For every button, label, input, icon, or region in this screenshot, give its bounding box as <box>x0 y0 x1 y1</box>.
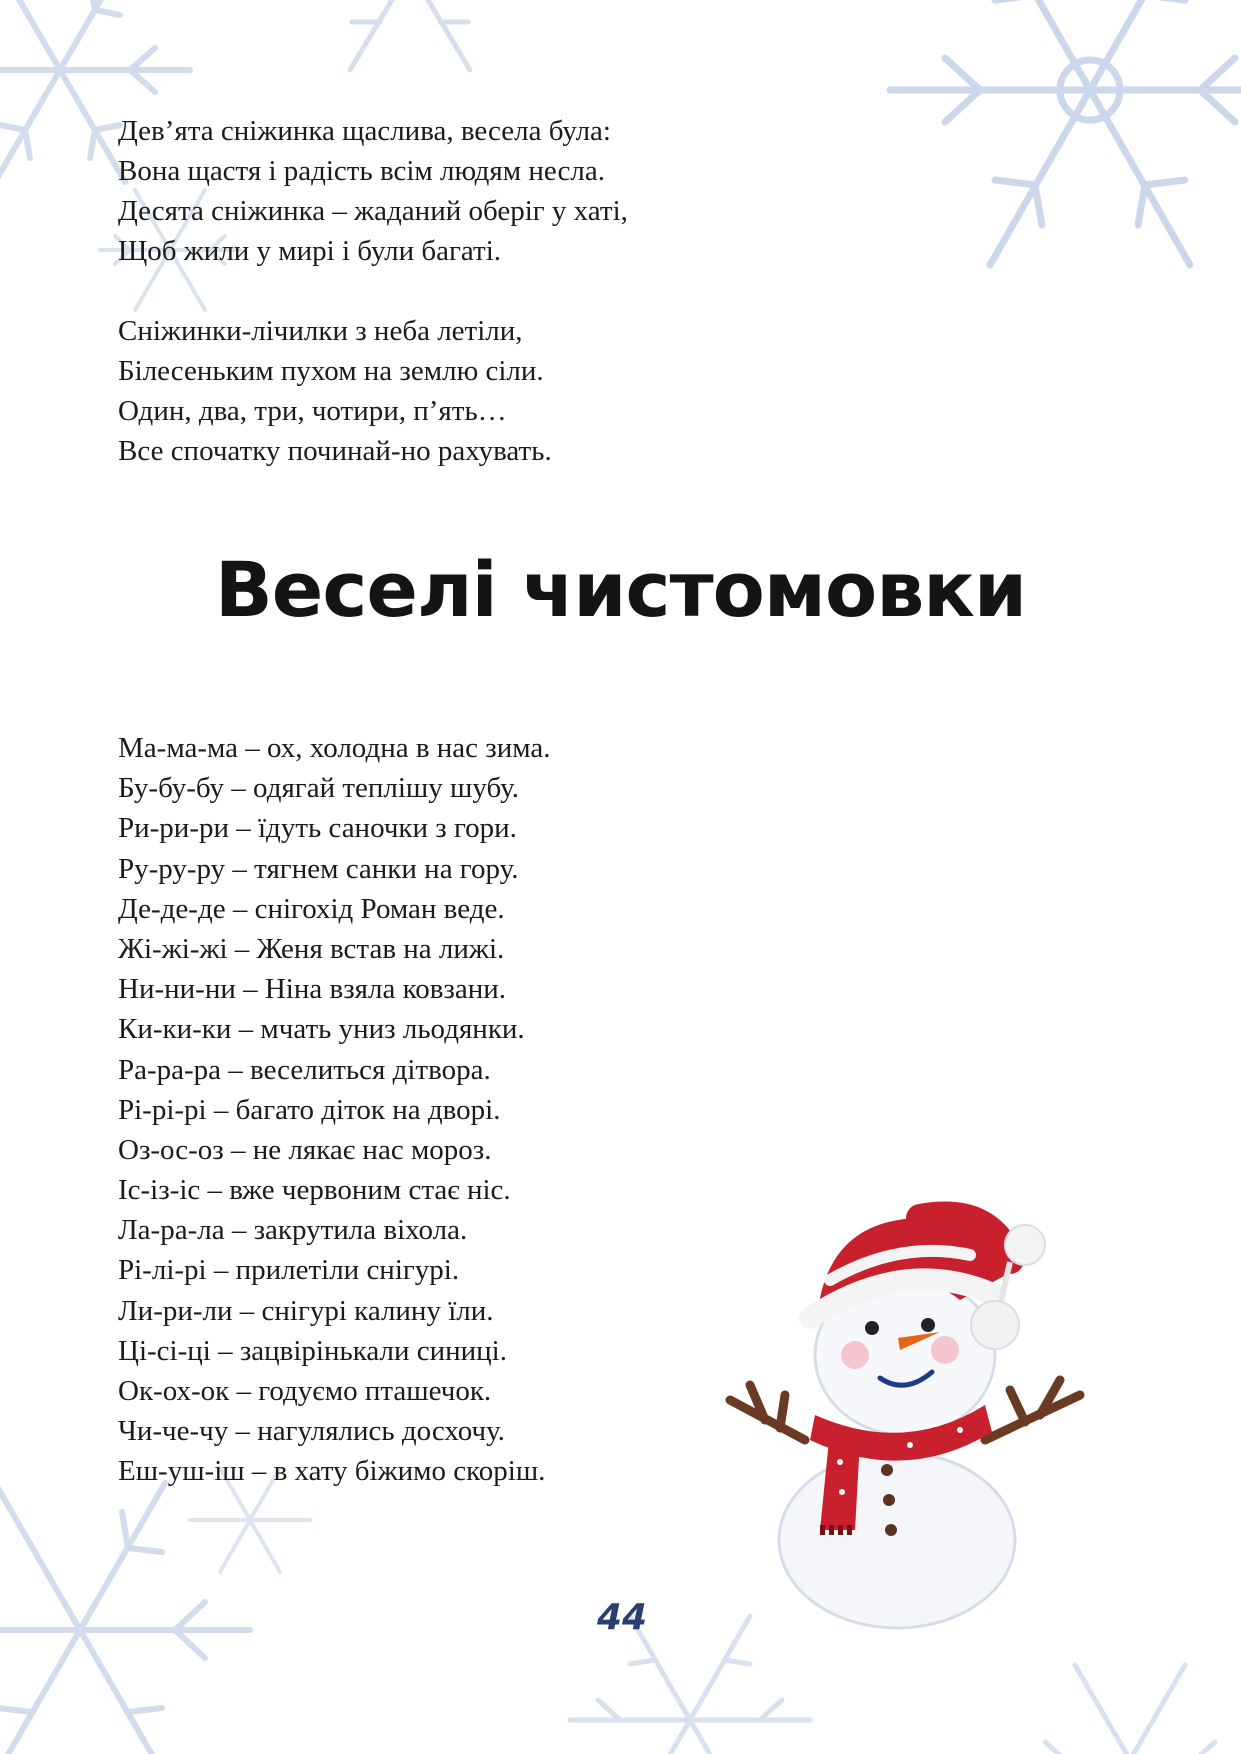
tongue-twister-line: Ки-ки-ки – мчать униз льодянки. <box>118 1013 525 1046</box>
snowflake-frost-icon <box>820 0 1241 340</box>
poem-line: Білесеньким пухом на землю сіли. <box>118 355 544 387</box>
tongue-twister-line: Де-де-де – снігохід Роман веде. <box>118 892 505 925</box>
poem-line: Один, два, три, чотири, п’ять… <box>118 395 507 427</box>
tongue-twister-line: Ра-ра-ра – веселиться дітвора. <box>118 1053 491 1086</box>
poem-line: Дев’ята сніжинка щаслива, весела була: <box>118 115 611 147</box>
poem-line: Десята сніжинка – жаданий оберіг у хаті, <box>118 195 628 227</box>
tongue-twister-line: Оз-ос-оз – не лякає нас мороз. <box>118 1133 492 1166</box>
snowman-icon <box>710 1200 1130 1630</box>
tongue-twister-line: Рі-лі-рі – прилетіли снігурі. <box>118 1254 460 1287</box>
tongue-twister-line: Ли-ри-ли – снігурі калину їли. <box>118 1294 494 1327</box>
tongue-twister-line: Ру-ру-ру – тягнем санки на гору. <box>118 852 519 885</box>
tongue-twister-line: Іс-із-іс – вже червоним стає ніс. <box>118 1174 511 1207</box>
snowflake-frost-icon <box>250 0 570 80</box>
tongue-twisters-list <box>118 728 551 1492</box>
snowflake-frost-icon <box>980 1610 1241 1754</box>
tongue-twister-line: Рі-рі-рі – багато діток на дворі. <box>118 1093 501 1126</box>
tongue-twister-line: Чи-че-чу – нагулялись досхочу. <box>118 1415 505 1448</box>
tongue-twister-line: Ма-ма-ма – ох, холодна в нас зима. <box>118 732 551 764</box>
tongue-twister-line: Ок-ох-ок – годуємо пташечок. <box>118 1375 492 1407</box>
page-number: 44 <box>596 1597 648 1638</box>
tongue-twister-line: Еш-уш-іш – в хату біжимо скоріш. <box>118 1455 546 1488</box>
tongue-twister-line: Ці-сі-ці – зацвірінькали синиці. <box>118 1334 507 1367</box>
tongue-twister-line: Жі-жі-жі – Женя встав на лижі. <box>118 932 505 965</box>
poem-line: Все спочатку починай-но рахувать. <box>118 435 552 467</box>
tongue-twister-line: Ла-ра-ла – закрутила віхола. <box>118 1214 468 1247</box>
section-heading: Веселі чистомовки <box>214 545 1027 634</box>
tongue-twister-line: Бу-бу-бу – одягай теплішу шубу. <box>118 772 519 805</box>
poem-line: Сніжинки-лічилки з неба летіли, <box>118 315 523 347</box>
stanza-2 <box>118 311 552 471</box>
stanza-1 <box>118 111 628 271</box>
poem-line: Вона щастя і радість всім людям несла. <box>118 155 605 187</box>
tongue-twister-line: Ни-ни-ни – Ніна взяла ковзани. <box>118 973 507 1006</box>
poem-line: Щоб жили у мирі і були багаті. <box>118 235 502 267</box>
tongue-twister-line: Ри-ри-ри – їдуть саночки з гори. <box>118 812 517 845</box>
